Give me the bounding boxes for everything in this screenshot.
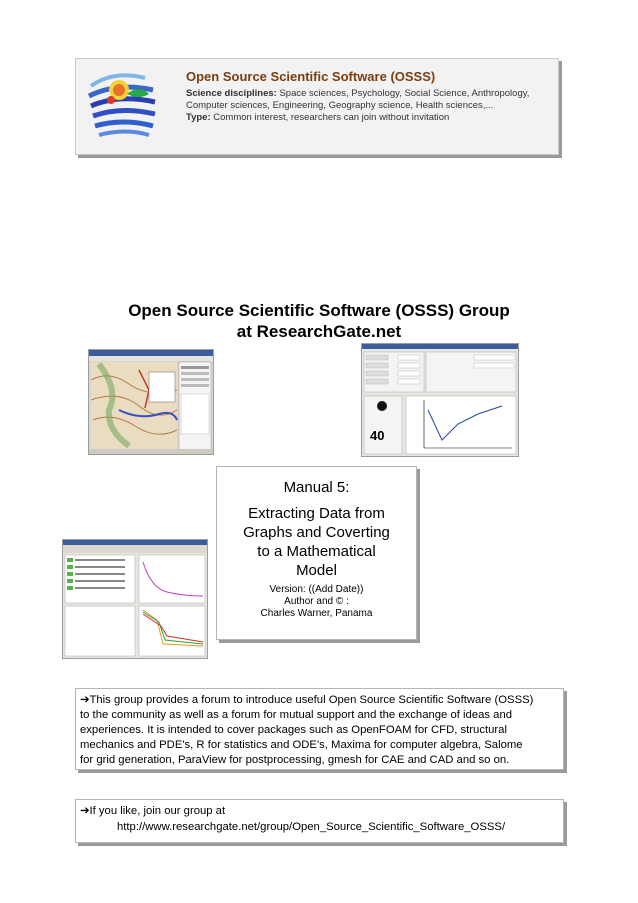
type-label: Type: bbox=[186, 112, 211, 123]
group-type bbox=[186, 112, 449, 124]
description-line2: to the community as well as a forum for mutual support and the exchange of ideas and bbox=[80, 709, 513, 721]
manual-title-line3: to a Mathematical bbox=[257, 543, 376, 560]
description-line5: for grid generation, ParaView for postprocessing, gmesh for CAE and CAD and so on. bbox=[80, 754, 510, 766]
manual-title-line1: Extracting Data from bbox=[248, 505, 385, 522]
osss-logo-icon bbox=[83, 64, 163, 144]
group-title: Open Source Scientific Software (OSSS) bbox=[186, 69, 436, 84]
manual-card bbox=[216, 466, 417, 640]
manual-title-line2: Graphs and Coverting bbox=[243, 524, 390, 541]
arrow-icon: ➔ bbox=[80, 694, 90, 706]
arrow-icon: ➔ bbox=[80, 805, 90, 817]
description-line1: ➔This group provides a forum to introduce useful Open Source Scientific Software (OSSS) bbox=[80, 694, 534, 706]
manual-author-label: Author and © : bbox=[284, 596, 349, 607]
description-line3: experiences. It is intended to cover packages such as OpenFOAM for CFD, structural bbox=[80, 724, 507, 736]
group-disciplines bbox=[186, 88, 529, 100]
type-text: Common interest, researchers can join without invitation bbox=[213, 112, 450, 123]
curve-fit-image bbox=[63, 540, 207, 658]
page-subtitle: at ResearchGate.net bbox=[236, 322, 402, 341]
disciplines-label: Science disciplines: bbox=[186, 88, 277, 99]
join-text bbox=[80, 804, 225, 819]
join-url-link[interactable]: http://www.researchgate.net/group/Open_Source_Scientific_Software_OSSS/ bbox=[117, 821, 506, 833]
map-screenshot-image bbox=[89, 350, 213, 454]
disciplines-text: Space sciences, Psychology, Social Science, Anthropology, bbox=[279, 88, 530, 99]
manual-number: Manual 5: bbox=[283, 479, 350, 496]
join-line: If you like, join our group at bbox=[89, 805, 226, 817]
page-title: Open Source Scientific Software (OSSS) Group bbox=[128, 301, 510, 320]
group-disciplines-cont: Computer sciences, Engineering, Geography science, Health sciences,... bbox=[186, 100, 494, 111]
manual-title-line4: Model bbox=[296, 562, 337, 579]
graph-digitizer-screenshot bbox=[361, 343, 519, 457]
manual-author-name: Charles Warner, Panama bbox=[260, 608, 373, 619]
gauge-value: 40 bbox=[370, 428, 385, 443]
curve-fit-screenshot bbox=[62, 539, 208, 659]
map-screenshot bbox=[88, 349, 214, 455]
description-text bbox=[80, 693, 564, 768]
description-line4: mechanics and PDE's, R for statistics and ODE's, Maxima for computer algebra, Salome bbox=[80, 739, 523, 751]
graph-digitizer-image bbox=[362, 344, 518, 456]
manual-version: Version: ((Add Date)) bbox=[269, 584, 364, 595]
